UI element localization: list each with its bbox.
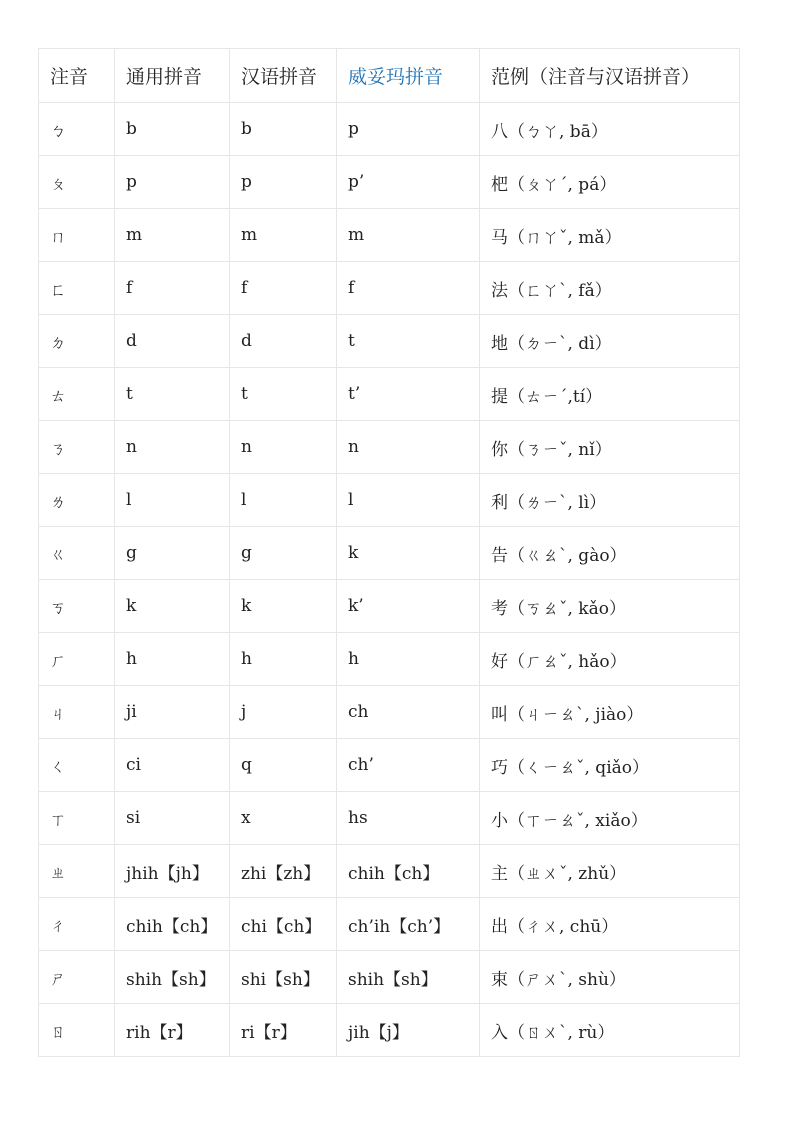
cell-tongyong: ci [115,739,230,792]
cell-tongyong: shih【sh】 [115,951,230,1004]
header-zhuyin: 注音 [39,49,115,103]
cell-example: 巧（ㄑㄧㄠˇ, qiǎo） [480,739,740,792]
cell-example: 法（ㄈㄚˋ, fǎ） [480,262,740,315]
cell-hanyu: shi【sh】 [230,951,337,1004]
table-row [39,474,740,527]
cell-wade-giles: ch’ [337,739,480,792]
table-row [39,1004,740,1057]
cell-zhuyin: ㄕ [39,951,115,1004]
cell-hanyu: m [230,209,337,262]
cell-wade-giles: k’ [337,580,480,633]
cell-tongyong: k [115,580,230,633]
cell-wade-giles: h [337,633,480,686]
cell-example: 主（ㄓㄨˇ, zhǔ） [480,845,740,898]
table-row [39,898,740,951]
cell-tongyong: g [115,527,230,580]
cell-hanyu: g [230,527,337,580]
table-row [39,527,740,580]
cell-hanyu: zhi【zh】 [230,845,337,898]
header-tongyong: 通用拼音 [115,49,230,103]
cell-hanyu: l [230,474,337,527]
cell-example: 八（ㄅㄚ, bā） [480,103,740,156]
cell-wade-giles: n [337,421,480,474]
cell-example: 你（ㄋㄧˇ, nǐ） [480,421,740,474]
table-header-row [39,49,740,103]
cell-hanyu: f [230,262,337,315]
table-row [39,156,740,209]
cell-hanyu: n [230,421,337,474]
cell-tongyong: jhih【jh】 [115,845,230,898]
cell-wade-giles: t [337,315,480,368]
table-row [39,580,740,633]
cell-tongyong: t [115,368,230,421]
cell-zhuyin: ㄏ [39,633,115,686]
cell-zhuyin: ㄇ [39,209,115,262]
header-wade-giles: 威妥玛拼音 [337,49,480,103]
cell-hanyu: p [230,156,337,209]
cell-example: 告（ㄍㄠˋ, gào） [480,527,740,580]
cell-tongyong: n [115,421,230,474]
cell-example: 地（ㄉㄧˋ, dì） [480,315,740,368]
cell-example: 利（ㄌㄧˋ, lì） [480,474,740,527]
cell-zhuyin: ㄋ [39,421,115,474]
cell-hanyu: t [230,368,337,421]
cell-wade-giles: t’ [337,368,480,421]
cell-tongyong: rih【r】 [115,1004,230,1057]
table-row [39,209,740,262]
cell-example: 出（ㄔㄨ, chū） [480,898,740,951]
cell-zhuyin: ㄆ [39,156,115,209]
cell-zhuyin: ㄖ [39,1004,115,1057]
cell-zhuyin: ㄊ [39,368,115,421]
cell-hanyu: x [230,792,337,845]
cell-zhuyin: ㄉ [39,315,115,368]
cell-example: 杷（ㄆㄚˊ, pá） [480,156,740,209]
cell-hanyu: ri【r】 [230,1004,337,1057]
cell-tongyong: f [115,262,230,315]
cell-zhuyin: ㄈ [39,262,115,315]
cell-hanyu: chi【ch】 [230,898,337,951]
cell-example: 考（ㄎㄠˇ, kǎo） [480,580,740,633]
cell-wade-giles: jih【j】 [337,1004,480,1057]
table-row [39,739,740,792]
cell-hanyu: b [230,103,337,156]
cell-tongyong: m [115,209,230,262]
table-row [39,845,740,898]
cell-example: 叫（ㄐㄧㄠˋ, jiào） [480,686,740,739]
pinyin-comparison-table [38,48,740,1057]
cell-example: 小（ㄒㄧㄠˇ, xiǎo） [480,792,740,845]
cell-zhuyin: ㄌ [39,474,115,527]
cell-zhuyin: ㄐ [39,686,115,739]
cell-zhuyin: ㄔ [39,898,115,951]
cell-wade-giles: m [337,209,480,262]
cell-zhuyin: ㄓ [39,845,115,898]
header-example: 范例（注音与汉语拼音） [480,49,740,103]
cell-zhuyin: ㄑ [39,739,115,792]
cell-wade-giles: hs [337,792,480,845]
cell-tongyong: si [115,792,230,845]
header-hanyu: 汉语拼音 [230,49,337,103]
cell-hanyu: j [230,686,337,739]
cell-tongyong: b [115,103,230,156]
cell-example: 好（ㄏㄠˇ, hǎo） [480,633,740,686]
table-body [39,103,740,1057]
cell-wade-giles: p’ [337,156,480,209]
cell-hanyu: h [230,633,337,686]
cell-example: 入（ㄖㄨˋ, rù） [480,1004,740,1057]
cell-tongyong: l [115,474,230,527]
cell-wade-giles: chih【ch】 [337,845,480,898]
cell-tongyong: chih【ch】 [115,898,230,951]
table-row [39,368,740,421]
cell-zhuyin: ㄒ [39,792,115,845]
cell-wade-giles: ch [337,686,480,739]
cell-hanyu: k [230,580,337,633]
table-row [39,633,740,686]
cell-tongyong: d [115,315,230,368]
cell-zhuyin: ㄍ [39,527,115,580]
table-row [39,262,740,315]
cell-example: 提（ㄊㄧˊ,tí） [480,368,740,421]
cell-zhuyin: ㄎ [39,580,115,633]
cell-hanyu: q [230,739,337,792]
cell-zhuyin: ㄅ [39,103,115,156]
table-row [39,686,740,739]
table-row [39,792,740,845]
cell-wade-giles: p [337,103,480,156]
cell-wade-giles: ch’ih【ch’】 [337,898,480,951]
cell-tongyong: ji [115,686,230,739]
cell-tongyong: p [115,156,230,209]
cell-wade-giles: k [337,527,480,580]
cell-example: 马（ㄇㄚˇ, mǎ） [480,209,740,262]
cell-hanyu: d [230,315,337,368]
cell-wade-giles: l [337,474,480,527]
table-row [39,951,740,1004]
cell-wade-giles: shih【sh】 [337,951,480,1004]
table-row [39,421,740,474]
cell-tongyong: h [115,633,230,686]
cell-wade-giles: f [337,262,480,315]
cell-example: 束（ㄕㄨˋ, shù） [480,951,740,1004]
table-row [39,103,740,156]
table-row [39,315,740,368]
